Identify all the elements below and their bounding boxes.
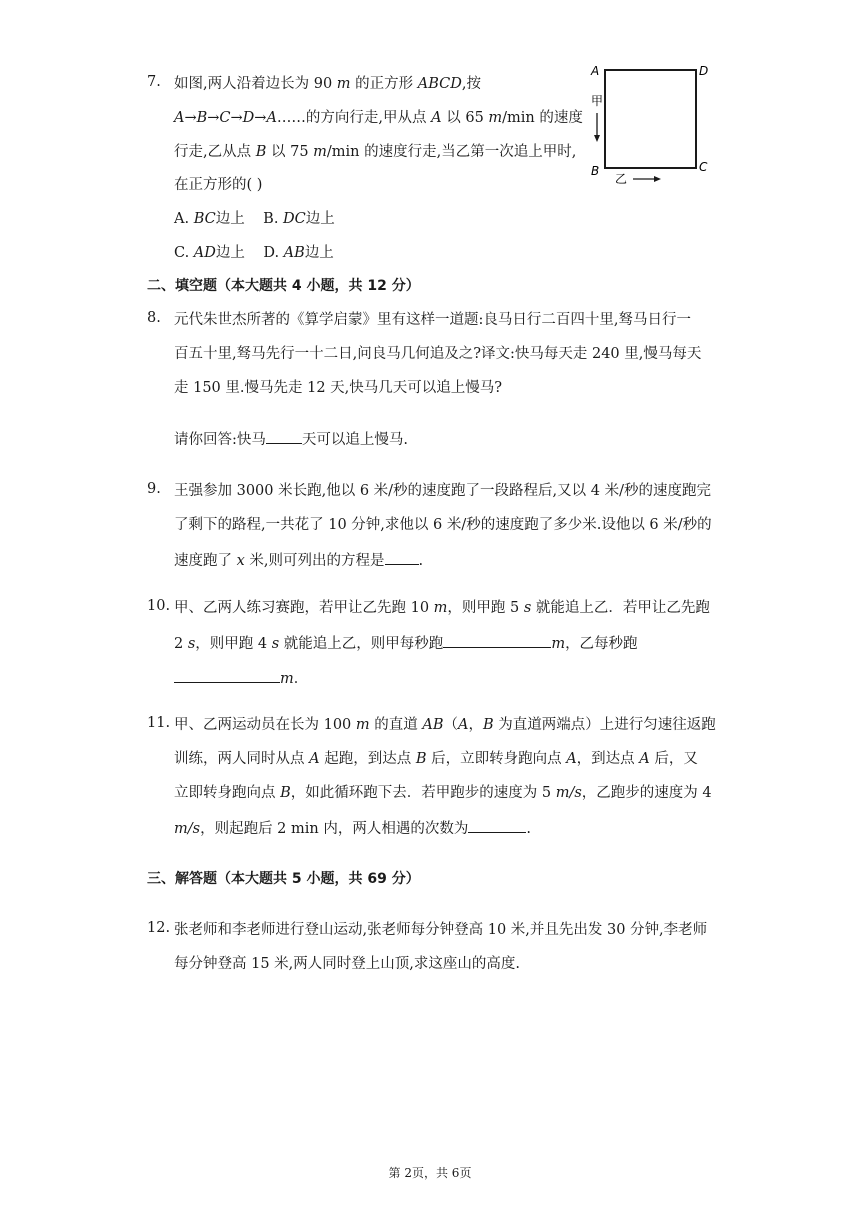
question-7-number: 7.	[147, 74, 161, 90]
question-12-number: 12.	[147, 920, 171, 936]
section-3-heading: 三、解答题（本大题共 5 小题，共 69 分）	[147, 871, 420, 887]
right-arrowhead-icon	[654, 176, 661, 182]
option-d: D. AB边上	[263, 245, 334, 261]
vertex-b-label: B	[591, 164, 600, 178]
question-10-line-2: 2 s，则甲跑 4 s 就能追上乙，则甲每秒跑 m，乙每秒跑	[174, 632, 638, 654]
square-abcd	[605, 70, 696, 168]
option-c: C. AD边上	[174, 245, 245, 261]
option-a: A. BC边上	[174, 211, 245, 227]
question-7-line-3: 行走,乙从点 B 以 75 m/min 的速度行走,当乙第一次追上甲时,	[174, 144, 577, 160]
question-7-options-cd	[174, 243, 334, 263]
answer-blank[interactable]	[174, 667, 280, 683]
question-8-line-3: 走 150 里.慢马先走 12 天,快马几天可以追上慢马?	[174, 380, 503, 396]
question-8-number: 8.	[147, 310, 161, 326]
vertex-c-label: C	[699, 160, 708, 174]
question-9-line-2: 了剩下的路程,一共花了 10 分钟,求他以 6 米/秒的速度跑了多少米.设他以 6 米/秒的	[174, 517, 712, 533]
question-11-number: 11.	[147, 715, 171, 731]
question-11-line-2: 训练，两人同时从点 A 起跑，到达点 B 后，立即转身跑向点 A，到达点 A 后，又	[174, 751, 698, 767]
question-9-line-1: 王强参加 3000 米长跑,他以 6 米/秒的速度跑了一段路程后,又以 4 米/秒的速度跑完	[174, 483, 711, 499]
down-arrowhead-icon	[594, 135, 600, 142]
yi-label: 乙	[615, 172, 628, 186]
vertex-a-label: A	[591, 64, 600, 78]
jia-label: 甲	[591, 94, 604, 108]
question-9-number: 9.	[147, 481, 161, 497]
question-7-line-1: 如图,两人沿着边长为 90 m 的正方形 ABCD,按	[174, 76, 481, 92]
square-figure	[585, 58, 715, 188]
question-7-line-2: A→B→C→D→A……的方向行走,甲从点 A 以 65 m/min 的速度	[174, 110, 583, 126]
question-11-line-1: 甲、乙两运动员在长为 100 m 的直道 AB（A，B 为直道两端点）上进行匀速往返跑	[174, 717, 716, 733]
question-11-line-3: 立即转身跑向点 B，如此循环跑下去．若甲跑步的速度为 5 m/s，乙跑步的速度为 4	[174, 785, 712, 801]
page-footer: 第 2页，共 6页	[388, 1166, 472, 1180]
question-10-number: 10.	[147, 598, 171, 614]
answer-blank[interactable]	[443, 632, 551, 648]
question-8-line-1: 元代朱世杰所著的《算学启蒙》里有这样一道题:良马日行二百四十里,驽马日行一	[174, 312, 691, 328]
option-b: B. DC边上	[263, 211, 335, 227]
question-7-options-ab	[174, 209, 335, 229]
question-12-line-2: 每分钟登高 15 米,两人同时登上山顶,求这座山的高度.	[174, 956, 520, 972]
question-10-line-3: m．	[174, 667, 308, 689]
answer-blank[interactable]	[385, 549, 419, 565]
question-10-line-1: 甲、乙两人练习赛跑，若甲让乙先跑 10 m，则甲跑 5 s 就能追上乙．若甲让乙先跑	[174, 600, 710, 616]
answer-blank[interactable]	[266, 428, 302, 444]
question-11-line-4: m/s，则起跑后 2 min 内，两人相遇的次数为 .	[174, 817, 531, 839]
question-9-line-3: 速度跑了 x 米,则可列出的方程是 .	[174, 549, 423, 571]
question-8-line-2: 百五十里,驽马先行一十二日,问良马几何追及之?译文:快马每天走 240 里,慢马每天	[174, 346, 702, 362]
question-8-answer-line: 请你回答:快马 天可以追上慢马.	[174, 428, 408, 450]
question-12-line-1: 张老师和李老师进行登山运动,张老师每分钟登高 10 米,并且先出发 30 分钟,李老师	[174, 922, 708, 938]
answer-blank[interactable]	[468, 817, 526, 833]
vertex-d-label: D	[699, 64, 709, 78]
section-2-heading: 二、填空题（本大题共 4 小题，共 12 分）	[147, 278, 420, 294]
question-7-line-4: 在正方形的( )	[174, 177, 263, 193]
